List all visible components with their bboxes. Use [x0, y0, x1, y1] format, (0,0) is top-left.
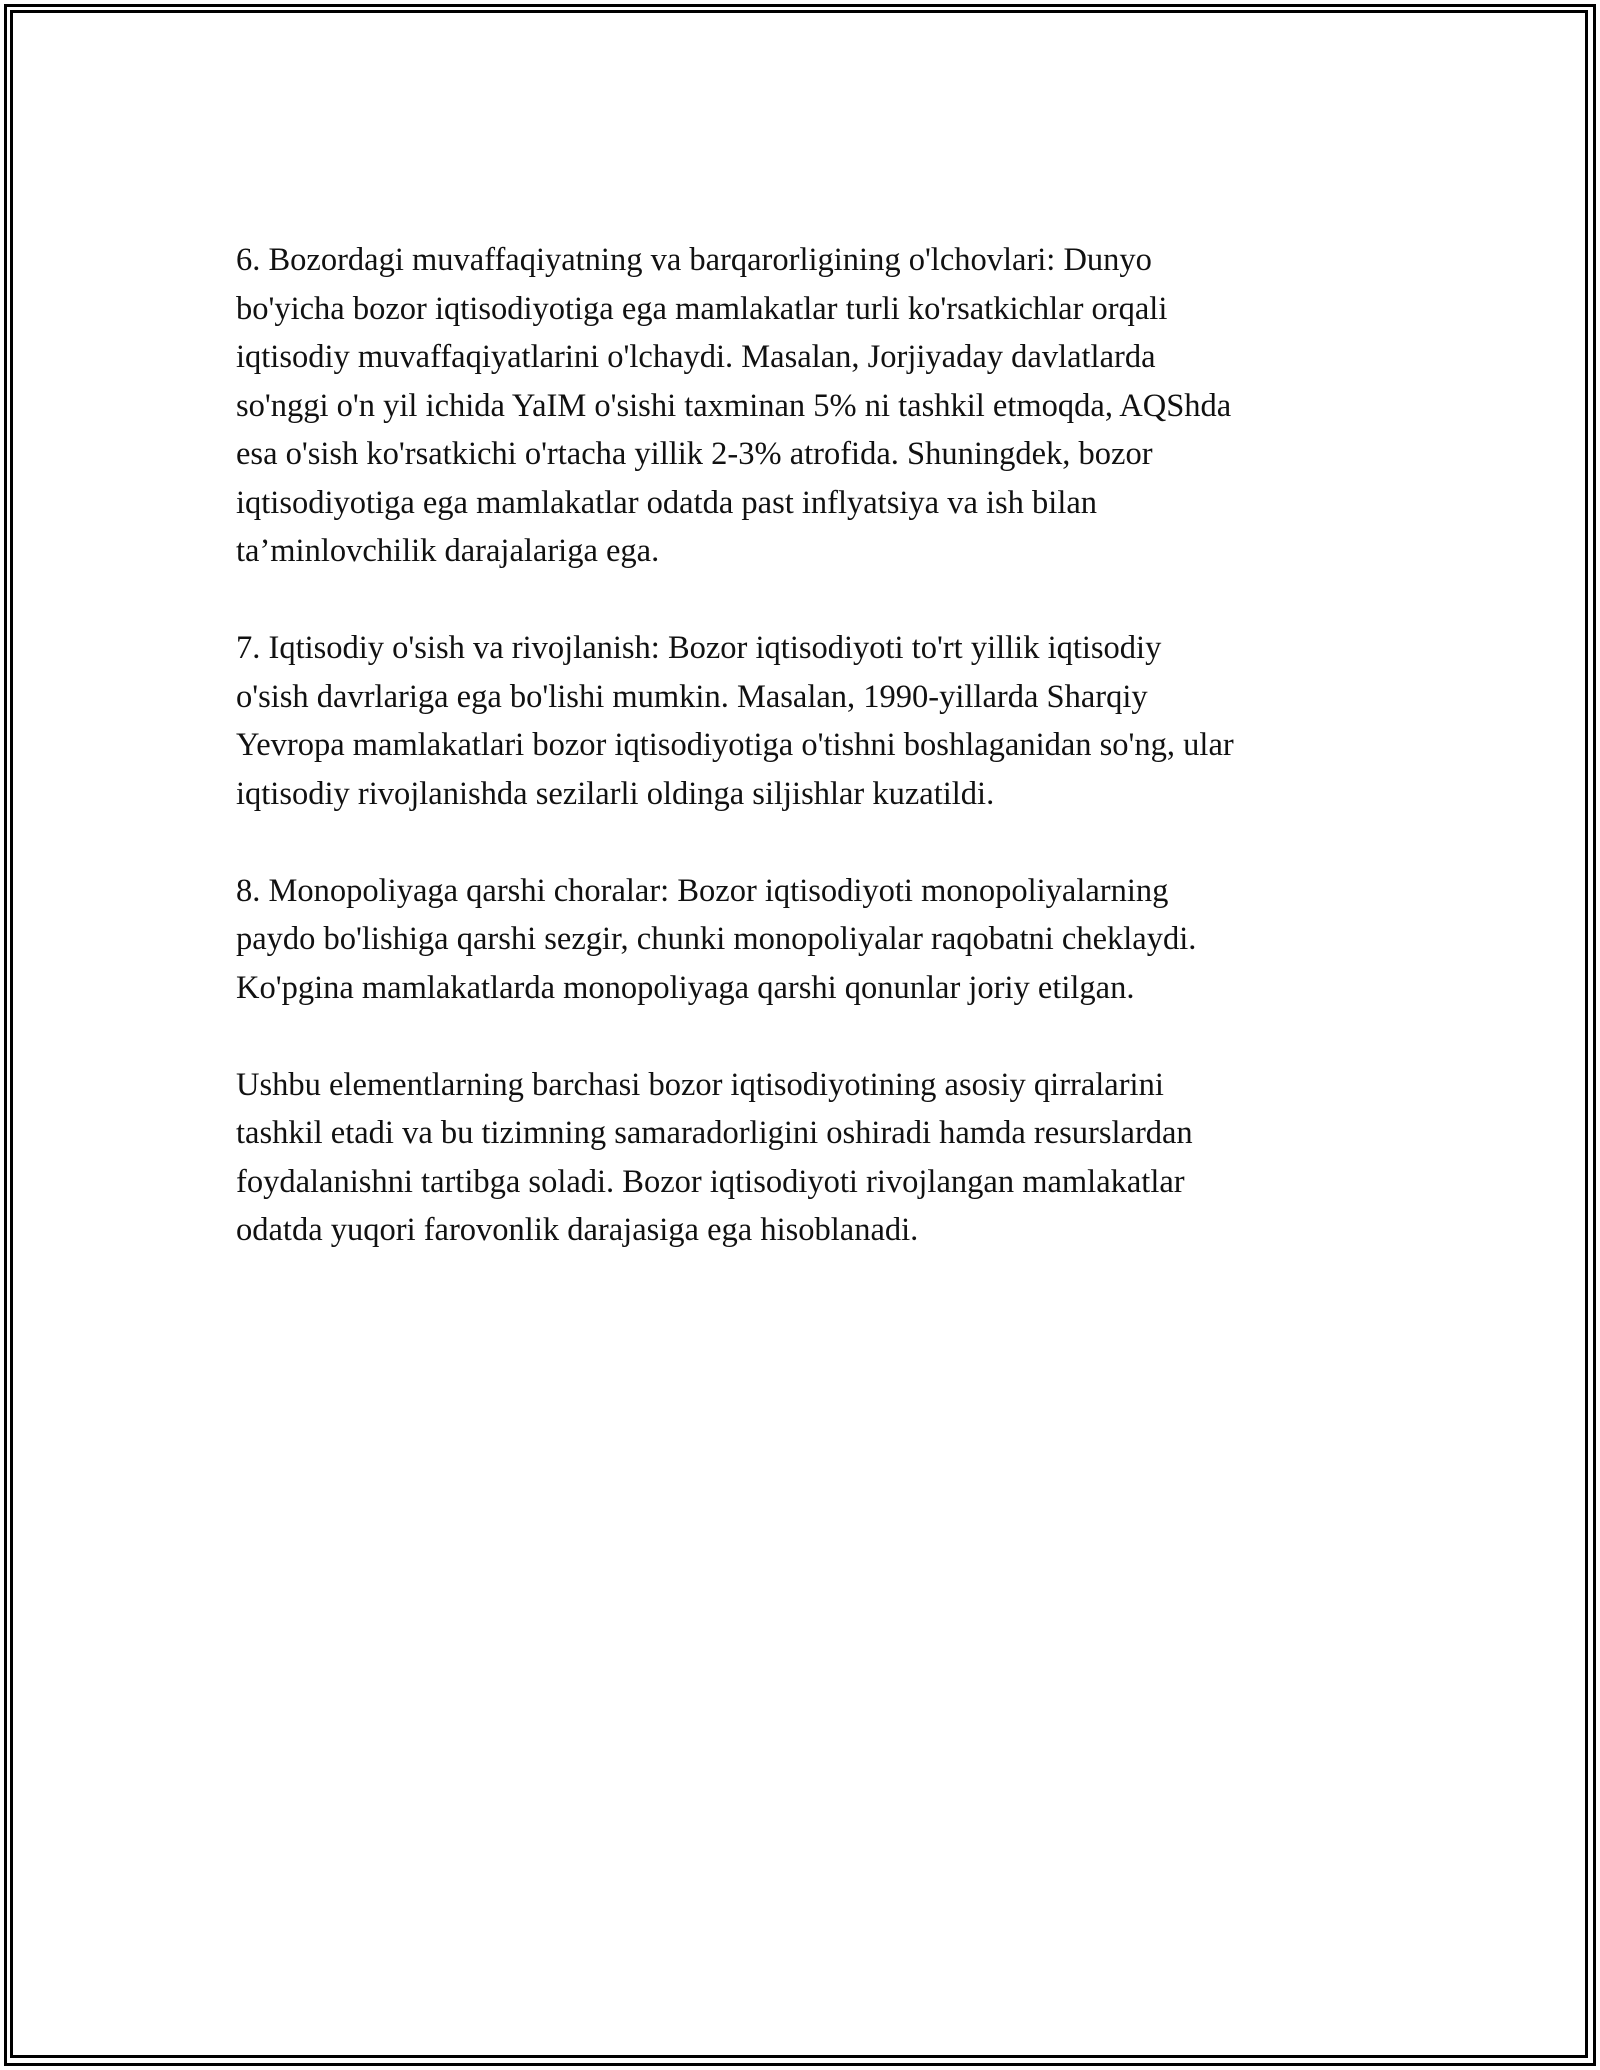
paragraph-6-market-success-measures: 6. Bozordagi muvaffaqiyatning va barqarorligining o'lchovlari: Dunyo bo'yicha bozor iqtisodiyotiga ega mamlakatlar turli ko'rsatkichlar orqali iqtisodiy muvaffaqiyatlarini o'lchaydi. Masalan, Jorjiyaday davlatlarda so'nggi o'n yil ichida YaIM o'sishi taxminan 5% ni tashkil etmoqda, AQShda esa o'sish ko'rsatkichi o'rtacha yillik 2-3% atrofida. Shuningdek, bozor iqtisodiyotiga ega mamlakatlar odatda past inflyatsiya va ish bilan ta’minlovchilik darajalariga ega. [236, 242, 1232, 569]
paragraph-8-antimonopoly-measures: 8. Monopoliyaga qarshi choralar: Bozor iqtisodiyoti monopoliyalarning paydo bo'lishiga qarshi sezgir, chunki monopoliyalar raqobatni cheklaydi. Ko'pgina mamlakatlarda monopoliyaga qarshi qonunlar joriy etilgan. [236, 872, 1197, 1006]
paragraph-7-economic-growth: 7. Iqtisodiy o'sish va rivojlanish: Bozor iqtisodiyoti to'rt yillik iqtisodiy o'sish davrlariga ega bo'lishi mumkin. Masalan, 1990-yillarda Sharqiy Yevropa mamlakatlari bozor iqtisodiyotiga o'tishni boshlaganidan so'ng, ular iqtisodiy rivojlanishda sezilarli oldinga siljishlar kuzatildi. [236, 630, 1234, 812]
document-body [236, 236, 1376, 1303]
paragraph-conclusion: Ushbu elementlarning barchasi bozor iqtisodiyotining asosiy qirralarini tashkil etadi va bu tizimning samaradorligini oshiradi hamda resurslardan foydalanishni tartibga soladi. Bozor iqtisodiyoti rivojlangan mamlakatlar odatda yuqori farovonlik darajasiga ega hisoblanadi. [236, 1066, 1193, 1248]
